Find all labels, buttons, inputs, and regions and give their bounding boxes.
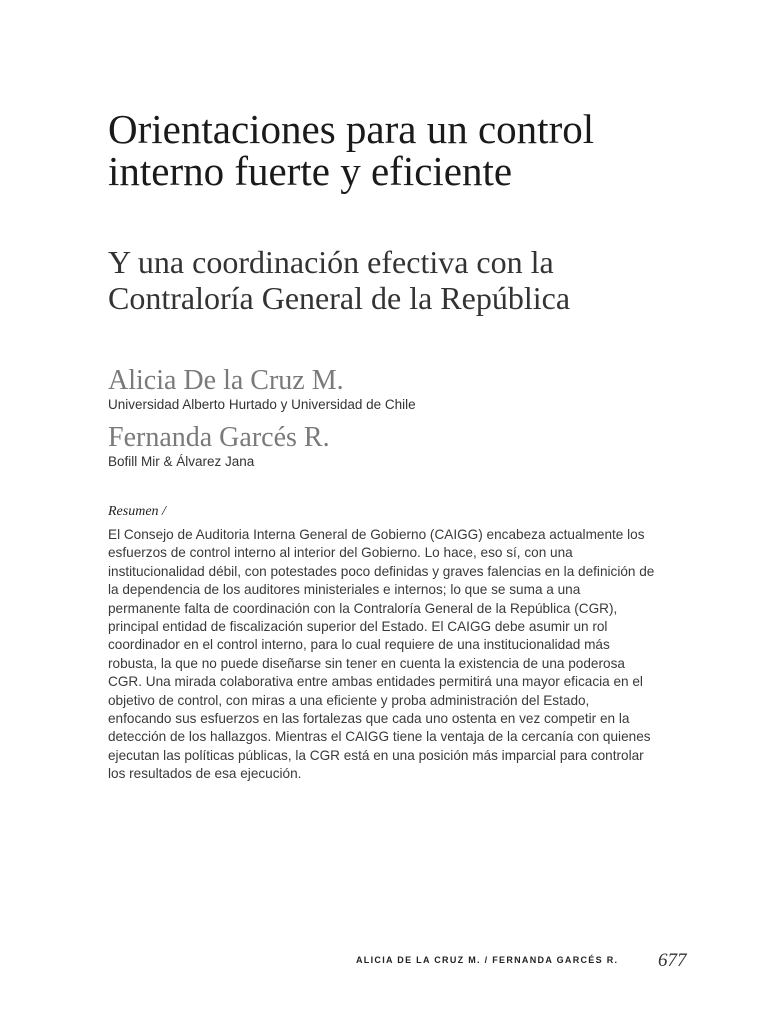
author-block [108, 366, 668, 413]
article-title: Orientaciones para un control interno fuerte y eficiente [108, 106, 595, 194]
author-affiliation: Bofill Mir & Álvarez Jana [108, 454, 255, 469]
author-name: Alicia De la Cruz M. [108, 365, 344, 396]
abstract-heading: Resumen / [108, 504, 166, 519]
page-number: 677 [658, 950, 687, 971]
abstract-text: El Consejo de Auditoria Interna General de Gobierno (CAIGG) encabeza actualmente los esfuerzos de control interno al interior del Gobierno. Lo hace, eso sí, con una institucionalidad débil, con potestades poco definidas y graves falencias en la definición de la dependencia de los auditores ministeriales e internos; lo que se suma a una permanente falta de coordinación con la Contraloría General de la República (CGR), principal entidad de fiscalización superior del Estado. El CAIGG debe asumir un rol coordinador en el control interno, para lo cual requiere de una institucionalidad más robusta, la que no puede diseñarse sin tener en cuenta la existencia de una poderosa CGR. Una mirada colaborativa entre ambas entidades permitirá una mayor eficacia en el objetivo de control, con miras a una eficiente y proba administración del Estado, enfocando sus esfuerzos en las fortalezas que cada uno ostenta en vez competir en la detección de los hallazgos. Mientras el CAIGG tiene la ventaja de la cercanía con quienes ejecutan las políticas públicas, la CGR está en una posición más imparcial para controlar los resultados de esa ejecución. [108, 527, 655, 782]
author-block [108, 423, 668, 470]
running-footer-authors: ALICIA DE LA CRUZ M. / FERNANDA GARCÉS R. [356, 955, 619, 965]
article-subtitle: Y una coordinación efectiva con la Contraloría General de la República [108, 244, 571, 316]
author-name: Fernanda Garcés R. [108, 422, 330, 453]
author-affiliation: Universidad Alberto Hurtado y Universidad de Chile [108, 397, 416, 412]
